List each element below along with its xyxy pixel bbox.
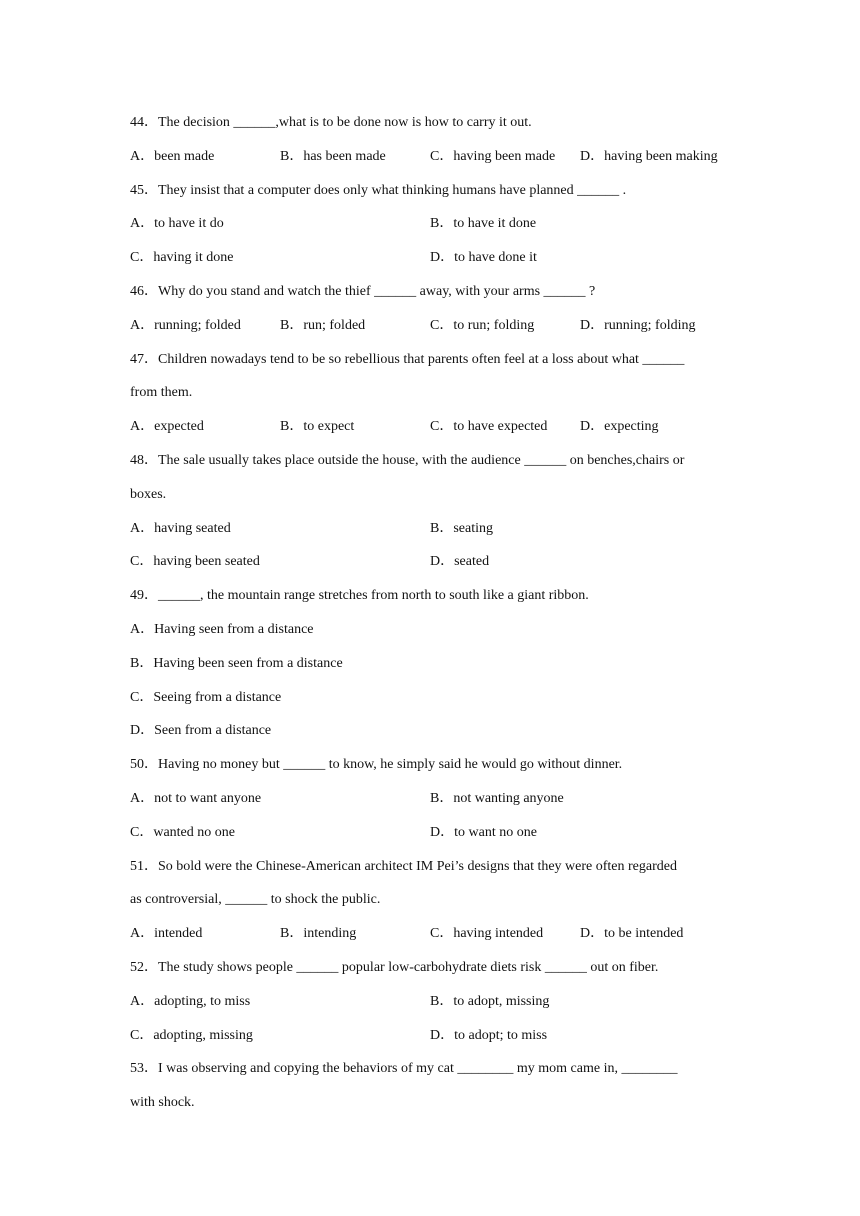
- question-list: [130, 106, 732, 1120]
- question-50-option-d: D．to want no one: [430, 824, 537, 840]
- question-51-stem-line-1: 51．So bold were the Chinese-American architect IM Pei’s designs that they were often regarded: [130, 858, 677, 874]
- question-51-option-a: A．intended: [130, 926, 203, 942]
- question-53-stem-line-2: with shock.: [130, 1095, 195, 1111]
- question-51-stem-line-2: as controversial, ______ to shock the public.: [130, 892, 381, 908]
- question-51-options: [130, 917, 732, 951]
- question-48-option-a: A．having seated: [130, 520, 231, 536]
- question-51-option-b: B．intending: [280, 926, 357, 942]
- question-46-option-d: D．running; folding: [580, 317, 696, 333]
- question-50-options-row-1: [130, 782, 732, 816]
- question-47-options: [130, 410, 732, 444]
- question-52-option-c: C．adopting, missing: [130, 1027, 253, 1043]
- question-48-option-d: D．seated: [430, 554, 490, 570]
- question-44-option-c: C．having been made: [430, 148, 556, 164]
- question-50-option-b: B．not wanting anyone: [430, 790, 564, 806]
- question-50-options-row-2: [130, 816, 732, 850]
- question-52-options-row-2: [130, 1019, 732, 1053]
- question-49-stem: 49．______, the mountain range stretches from north to south like a giant ribbon.: [130, 588, 589, 604]
- question-53-stem-line-1: 53．I was observing and copying the behaviors of my cat ________ my mom came in, ________: [130, 1061, 678, 1077]
- question-46-option-b: B．run; folded: [280, 317, 366, 333]
- question-45-option-c: C．having it done: [130, 250, 234, 266]
- question-48-option-b: B．seating: [430, 520, 493, 536]
- question-47-option-b: B．to expect: [280, 419, 355, 435]
- question-46-stem: 46．Why do you stand and watch the thief ______ away, with your arms ______ ?: [130, 283, 596, 299]
- question-52-options-row-1: [130, 985, 732, 1019]
- question-45-options-row-1: [130, 207, 732, 241]
- question-51-option-d: D．to be intended: [580, 926, 684, 942]
- question-52-option-a: A．adopting, to miss: [130, 993, 251, 1009]
- question-50-option-c: C．wanted no one: [130, 824, 235, 840]
- question-47-option-c: C．to have expected: [430, 419, 548, 435]
- question-50-stem: 50．Having no money but ______ to know, he simply said he would go without dinner.: [130, 757, 623, 773]
- question-52-stem: 52．The study shows people ______ popular low-carbohydrate diets risk ______ out on fiber.: [130, 959, 659, 975]
- question-44-stem: 44．The decision ______,what is to be done now is how to carry it out.: [130, 115, 532, 130]
- question-47-option-a: A．expected: [130, 419, 204, 435]
- question-49-option-c: C．Seeing from a distance: [130, 689, 282, 705]
- question-49-option-b: B．Having been seen from a distance: [130, 655, 343, 671]
- question-47-option-d: D．expecting: [580, 419, 659, 435]
- question-45-option-d: D．to have done it: [430, 250, 537, 266]
- question-44-option-d: D．having been making: [580, 148, 718, 164]
- question-49-option-a: A．Having seen from a distance: [130, 621, 314, 637]
- question-49-option-d: D．Seen from a distance: [130, 723, 272, 739]
- question-47-stem-line-1: 47．Children nowadays tend to be so rebellious that parents often feel at a loss about what ______: [130, 351, 685, 367]
- question-46-options: [130, 309, 732, 343]
- question-47-stem-line-2: from them.: [130, 385, 193, 401]
- question-46-option-c: C．to run; folding: [430, 317, 535, 333]
- question-52-option-d: D．to adopt; to miss: [430, 1027, 548, 1043]
- question-44-options: [130, 140, 732, 174]
- question-48-options-row-2: [130, 545, 732, 579]
- question-45-stem: 45．They insist that a computer does only what thinking humans have planned ______ .: [130, 182, 627, 198]
- question-52-option-b: B．to adopt, missing: [430, 993, 550, 1009]
- question-45-option-a: A．to have it do: [130, 216, 224, 232]
- question-48-option-c: C．having been seated: [130, 554, 260, 570]
- question-48-stem-line-2: boxes.: [130, 486, 167, 502]
- question-48-stem-line-1: 48．The sale usually takes place outside the house, with the audience ______ on benches,chairs or: [130, 452, 685, 468]
- question-46-option-a: A．running; folded: [130, 317, 241, 333]
- question-48-options-row-1: [130, 512, 732, 546]
- question-44-option-b: B．has been made: [280, 148, 386, 164]
- question-45-option-b: B．to have it done: [430, 216, 537, 232]
- question-44-option-a: A．been made: [130, 148, 215, 164]
- question-45-options-row-2: [130, 241, 732, 275]
- question-50-option-a: A．not to want anyone: [130, 790, 262, 806]
- question-51-option-c: C．having intended: [430, 926, 544, 942]
